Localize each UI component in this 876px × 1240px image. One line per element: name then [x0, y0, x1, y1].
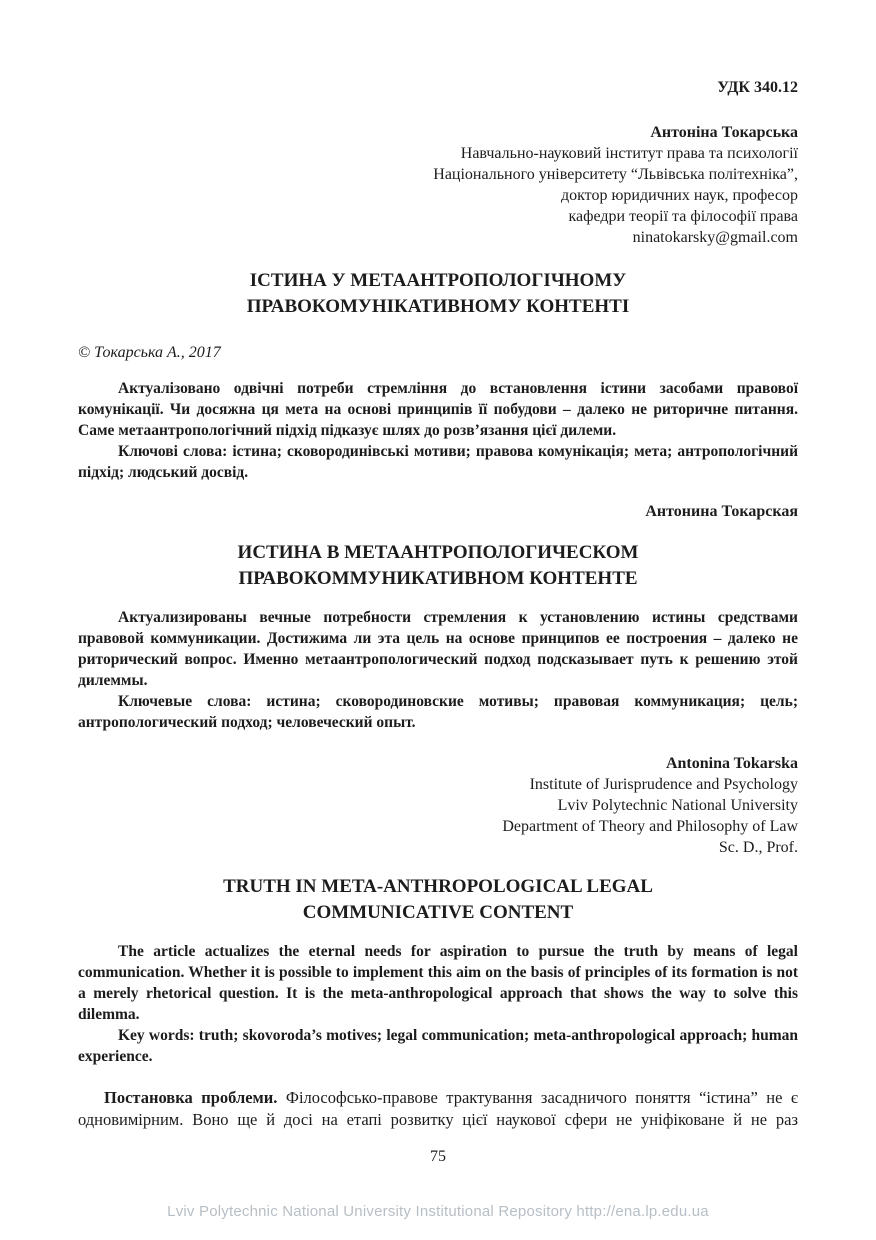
abstract-ru	[78, 607, 798, 733]
body-paragraph-lead: Постановка проблеми.	[104, 1088, 278, 1107]
affiliation-uk-line-department: кафедри теорії та філософії права	[568, 208, 798, 225]
affiliation-en-line-institute: Institute of Jurisprudence and Psychology	[529, 776, 798, 793]
author-name-uk: Антоніна Токарська	[650, 124, 798, 141]
page-number: 75	[430, 1148, 446, 1165]
abstract-en	[78, 941, 798, 1067]
udc-code: УДК 340.12	[717, 79, 798, 96]
keywords-uk: Ключові слова: істина; сковородинівські мотиви; правова комунікація; мета; антропологічний підхід; людський досвід.	[78, 443, 798, 481]
article-title-uk-line1: ІСТИНА У МЕТААНТРОПОЛОГІЧНОМУ	[249, 270, 627, 291]
affiliation-uk-line-institute: Навчально-науковий інститут права та психології	[460, 145, 798, 162]
article-title-ru	[78, 540, 798, 592]
article-title-ru-line2: ПРАВОКОММУНИКАТИВНОМ КОНТЕНТЕ	[238, 568, 638, 589]
abstract-uk	[78, 378, 798, 483]
article-title-ru-line1: ИСТИНА В МЕТААНТРОПОЛОГИЧЕСКОМ	[237, 542, 639, 563]
author-name-en: Antonina Tokarska	[665, 755, 798, 772]
author-email: ninatokarsky@gmail.com	[632, 229, 798, 246]
body-paragraph-text: Філософсько-правове трактування засадничого поняття “істина” не є одновимірним. Воно ще й досі на етапі розвитку цієї наукової сфери не уніфіковане й не раз	[78, 1088, 798, 1129]
copyright-notice: © Токарська А., 2017	[78, 344, 221, 361]
affiliation-en	[78, 774, 798, 858]
affiliation-uk-line-degree: доктор юридичних наук, професор	[560, 187, 798, 204]
abstract-en-text: The article actualizes the eternal needs for aspiration to pursue the truth by means of legal communication. Whether it is possible to implement this aim on the basis of principles of its formation is not a merely rhetorical question. It is the meta-anthropological approach that shows the way to solve this dilemma.	[78, 943, 798, 1023]
keywords-ru: Ключевые слова: истина; сковородиновские мотивы; правовая коммуникация; цель; антропологический подход; человеческий опыт.	[78, 693, 798, 731]
article-title-en	[78, 874, 798, 926]
affiliation-en-line-university: Lviv Polytechnic National University	[557, 797, 798, 814]
author-name-ru: Антонина Токарская	[645, 503, 798, 520]
affiliation-en-line-degree: Sc. D., Prof.	[718, 839, 798, 856]
affiliation-uk-line-university: Національного університету “Львівська політехніка”,	[433, 166, 798, 183]
repository-footer: Lviv Polytechnic National University Institutional Repository http://ena.lp.edu.ua	[167, 1203, 709, 1220]
article-title-en-line2: COMMUNICATIVE CONTENT	[302, 902, 574, 923]
abstract-ru-text: Актуализированы вечные потребности стремления к установлению истины средствами правовой коммуникации. Достижима ли эта цель на основе принципов ее построения – далеко не риторический вопрос. Именно метаантропологический подход подсказывает путь к решению этой дилеммы.	[78, 609, 798, 689]
body-paragraph	[78, 1087, 798, 1130]
affiliation-en-line-department: Department of Theory and Philosophy of Law	[502, 818, 798, 835]
affiliation-uk	[78, 143, 798, 248]
abstract-uk-text: Актуалізовано одвічні потреби стремління до встановлення істини засобами правової комунікації. Чи досяжна ця мета на основі принципів її побудови – далеко не риторичне питання. Саме метаантропологічний підхід підказує шлях до розв’язання цієї дилеми.	[78, 380, 798, 439]
article-title-en-line1: TRUTH IN META-ANTHROPOLOGICAL LEGAL	[223, 876, 653, 897]
article-title-uk-line2: ПРАВОКОМУНІКАТИВНОМУ КОНТЕНТІ	[246, 296, 630, 317]
keywords-en: Key words: truth; skovoroda’s motives; legal communication; meta-anthropological approach; human experience.	[78, 1027, 798, 1065]
article-title-uk	[78, 268, 798, 320]
